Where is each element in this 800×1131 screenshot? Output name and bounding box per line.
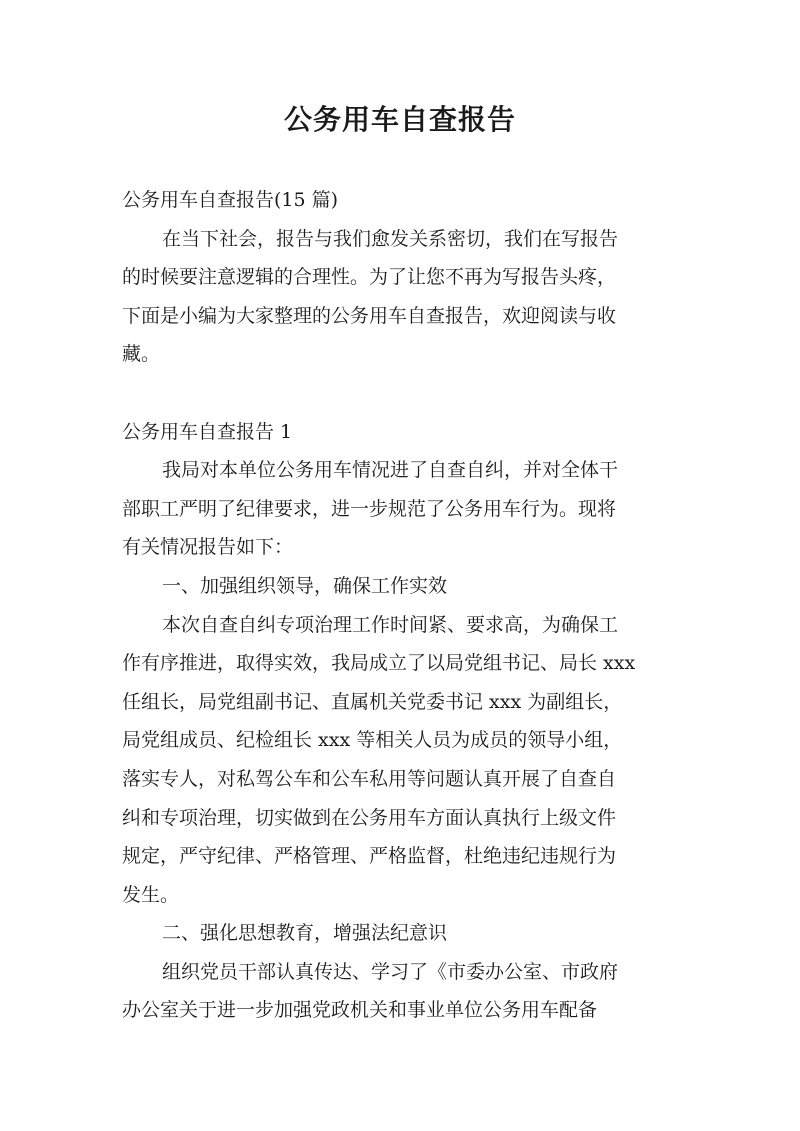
text-line: 我局对本单位公务用车情况进了自查自纠，并对全体干 [162,459,619,482]
text-line: 作有序推进，取得实效，我局成立了以局党组书记、局长 xxx [122,652,636,675]
text-line: 发生。 [122,883,180,906]
text-line: 的时候要注意逻辑的合理性。为了让您不再为写报告头疼， [122,266,617,289]
text-line: 下面是小编为大家整理的公务用车自查报告，欢迎阅读与收 [122,304,617,327]
text-line: 组织党员干部认真传达、学习了《市委办公室、市政府 [162,960,619,983]
text-line: 落实专人，对私驾公车和公车私用等问题认真开展了自查自 [122,767,617,790]
text-line: 规定，严守纪律、严格管理、严格监督，杜绝违纪违规行为 [122,845,617,868]
text-line: 部职工严明了纪律要求，进一步规范了公务用车行为。现将 [122,497,617,520]
text-line: 一、加强组织领导，确保工作实效 [162,574,448,597]
text-line: 公务用车自查报告(15 篇) [122,189,339,211]
text-line: 局党组成员、纪检组长 xxx 等相关人员为成员的领导小组， [122,729,623,752]
text-line: 二、强化思想教育，增强法纪意识 [162,922,448,945]
text-line: 纠和专项治理，切实做到在公务用车方面认真执行上级文件 [122,806,617,829]
document-title: 公务用车自查报告 [283,103,516,136]
text-line: 有关情况报告如下： [122,536,294,559]
document-body [122,181,688,1030]
text-line: 任组长，局党组副书记、直属机关党委书记 xxx 为副组长， [122,690,623,713]
paragraph-spacer [122,374,688,413]
text-line: 公务用车自查报告 1 [122,420,293,443]
text-line: 在当下社会，报告与我们愈发关系密切，我们在写报告 [162,227,619,250]
text-line: 本次自查自纠专项治理工作时间紧、要求高，为确保工 [162,613,619,636]
text-line: 藏。 [122,343,161,366]
text-line: 办公室关于进一步加强党政机关和事业单位公务用车配备 [122,999,598,1022]
